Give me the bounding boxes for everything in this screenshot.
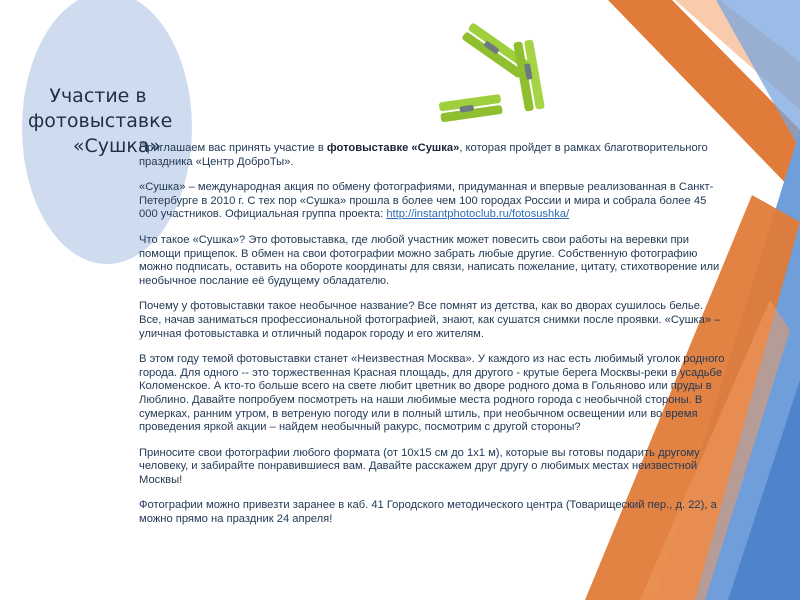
intro-text: Приглашаем вас принять участие в xyxy=(139,142,327,154)
paragraph-about xyxy=(139,181,727,222)
intro-text-end: , которая пройдет в рамках благотворительного праздника «Центр ДоброТы». xyxy=(139,142,708,168)
green-clothespins-image xyxy=(432,20,562,130)
title-line-2: фотовыставке xyxy=(28,110,173,132)
paragraph-what: Что такое «Сушка»? Это фотовыставка, где любой участник может повесить свои работы на веревки при помощи прищепок. В обмен на свои фотографии можно забрать любые другие. Собственную фотографию можно подписать, оставить на обороте координаты для связи, написать пожелание, цитату, стихотворение или необычное послание её будущему обладателю. xyxy=(139,233,720,287)
project-link[interactable]: http://instantphotoclub.ru/fotosushka/ xyxy=(386,208,570,221)
paragraph-why: Почему у фотовыставки такое необычное название? Все помнят из детства, как во дворах сушилось белье. Все, начав заниматься профессиональной фотографией, знают, как сушатся снимки после проявки. «Сушка» – уличная фотовыставка и отличный подарок городу и его жителям. xyxy=(139,300,721,340)
about-text: «Сушка» – международная акция по обмену фотографиями, придуманная и впервые реализованная в Санкт-Петербурге в 2010 г. С тех пор «Сушка» прошла в более чем 100 городах России и мира и собрала более 45 000 участников. Официальная группа проекта: xyxy=(139,181,714,221)
intro-bold: фотовыставке «Сушка» xyxy=(326,142,460,154)
body-text xyxy=(139,142,727,539)
paragraph-where: Фотографии можно привезти заранее в каб. 41 Городского методического центра (Товарищеский пер., д. 22), а можно прямо на праздник 24 апреля! xyxy=(139,499,717,526)
paragraph-bring: Приносите свои фотографии любого формата (от 10х15 см до 1х1 м), которые вы готовы подарить другому человеку, и забирайте понравившиеся вам. Давайте расскажем друг другу о любимых местах неизвестной Москвы! xyxy=(139,446,700,486)
paragraph-intro xyxy=(139,142,727,169)
title-line-3: «Сушка» xyxy=(72,135,162,157)
paragraph-theme: В этом году темой фотовыставки станет «Неизвестная Москва». У каждого из нас есть любимый уголок родного города. Для одного -- это торжественная Красная площадь, для другого - крутые берега Москвы-реки в усадьбе Коломенское. А кто-то больше всего на свете любит цветник во дворе родного дома в Гольяново или пруды в Люблино. Давайте попробуем посмотреть на наши любимые места родного города с необычной стороны. В сумерках, ранним утром, в ветреную погоду или в полный штиль, при необычном освещении или во время проведения яркой акции – найдем необычный ракурс, посмотрим с другой стороны? xyxy=(139,353,725,434)
title-line-1: Участие в xyxy=(49,85,147,107)
clothespin-3 xyxy=(439,94,503,122)
